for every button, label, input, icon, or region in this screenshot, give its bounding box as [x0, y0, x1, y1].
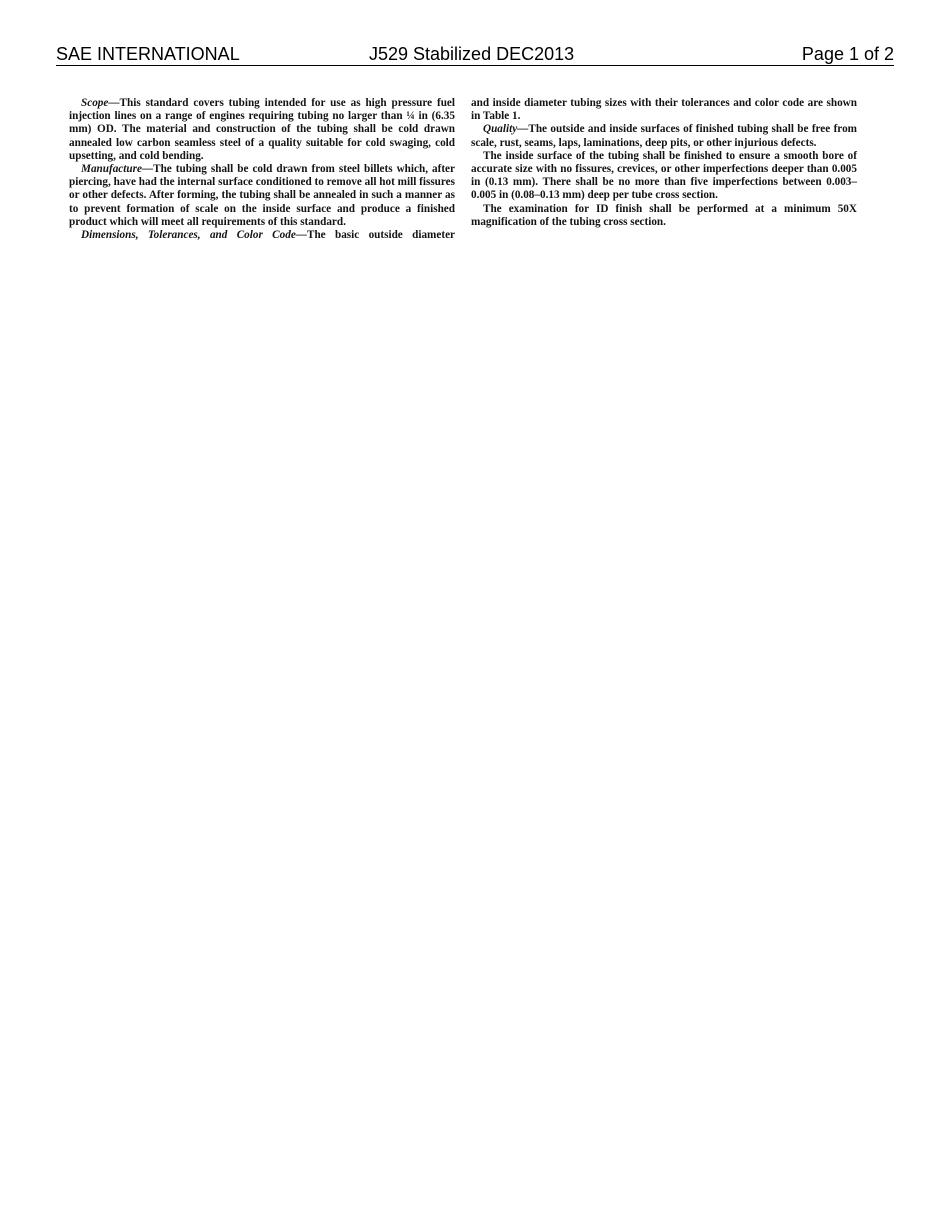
- header-document-id: J529 Stabilized DEC2013: [369, 44, 575, 64]
- manufacture-paragraph: [69, 163, 455, 229]
- scope-paragraph: [69, 97, 455, 163]
- header-organization: SAE INTERNATIONAL: [56, 44, 240, 64]
- manufacture-heading: Manufacture—: [81, 163, 154, 176]
- scope-heading: Scope—: [81, 97, 120, 109]
- dimensions-heading: Dimensions, Tolerances, and Color Code—: [81, 229, 307, 242]
- inside-surface-paragraph: The inside surface of the tubing shall be finished to ensure a smooth bore of accurate size with no fissures, crevices, or other imperfections deeper than 0.005 in (0.13 mm). There shall be no more than five imperfections between 0.003–0.005 in (0.08–0.13 mm) deep per tube cross section.: [471, 149, 857, 202]
- quality-paragraph: [471, 123, 857, 149]
- scope-text: This standard covers tubing intended for use as high pressure fuel injection lines on a range of engines requiring tubing no larger than ¼ in (6.35 mm) OD. The material and construction of the tubing shall be cold drawn annealed low carbon seamless steel of a quality suitable for cold swaging, cold upsetting, and cold bending.: [69, 97, 455, 162]
- quality-text: The outside and inside surfaces of finished tubing shall be free from scale, rust, seams, laps, laminations, deep pits, or other injurious defects.: [471, 123, 857, 149]
- manufacture-text: The tubing shall be cold drawn from steel billets which, after piercing, have had the internal surface conditioned to remove all hot mill fissures or other defects. After forming, the tubing shall be annealed in such a manner as to prevent formation of scale on the inside surface and produce a finished product which will meet all requirements of this standard.: [69, 163, 455, 228]
- dimensions-text: The basic outside diameter: [306, 229, 455, 242]
- text-column-left: [69, 97, 455, 242]
- page-header: [56, 43, 894, 66]
- quality-heading: Quality—: [483, 123, 529, 136]
- dimensions-paragraph: [69, 229, 455, 242]
- examination-paragraph: The examination for ID finish shall be performed at a minimum 50X magnification of the tubing cross section.: [471, 202, 857, 228]
- text-column-right: [471, 97, 857, 229]
- header-page-number: Page 1 of 2: [801, 44, 894, 64]
- dimensions-continuation: and inside diameter tubing sizes with their tolerances and color code are shown in Table 1.: [471, 97, 857, 123]
